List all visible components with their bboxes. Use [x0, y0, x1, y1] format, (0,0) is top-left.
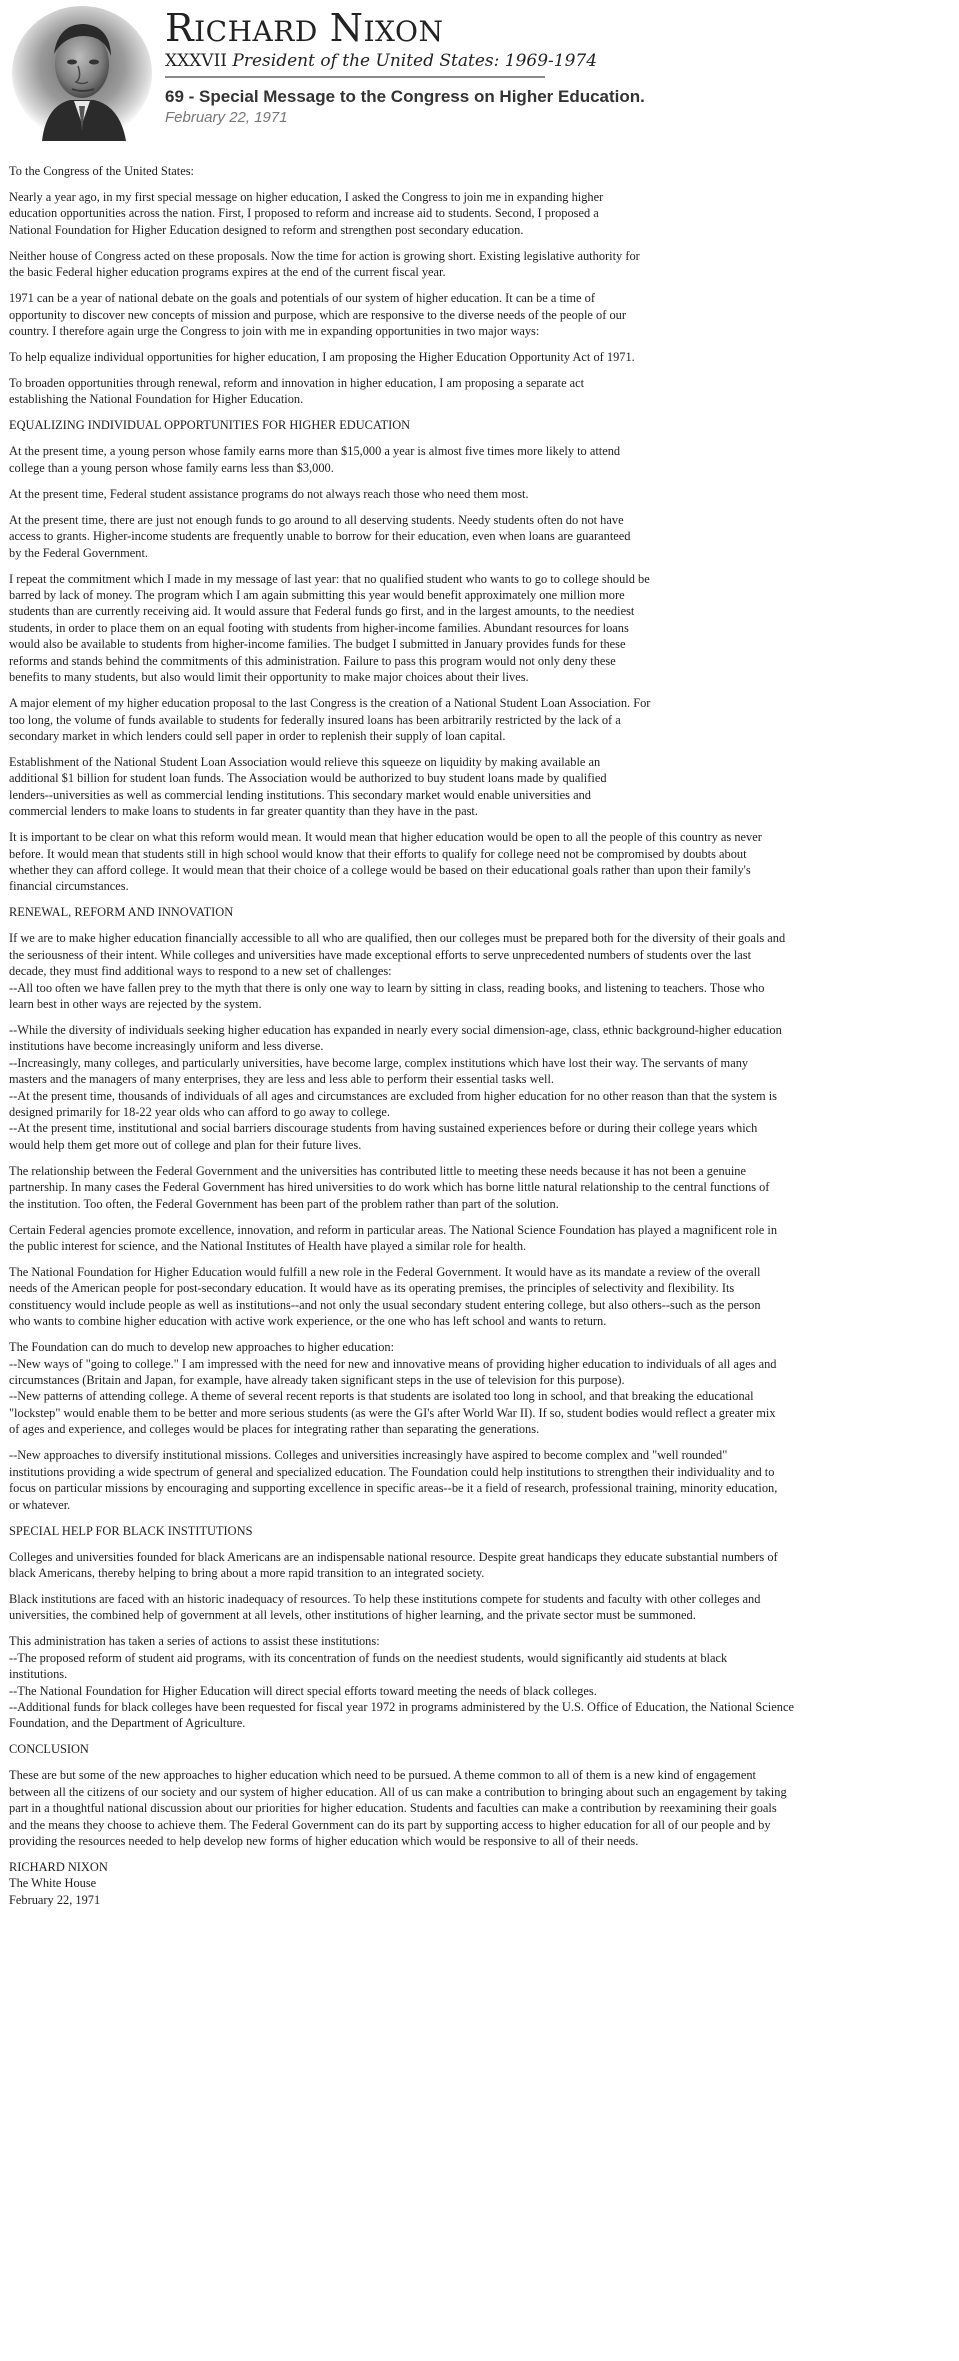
text-line: by the Federal Government. — [9, 545, 149, 560]
document-title: 69 - Special Message to the Congress on Higher Education. — [165, 87, 645, 106]
text-line: Neither house of Congress acted on these proposals. Now the time for action is growing short. Existing legislative authority for — [9, 248, 640, 263]
paragraph — [9, 695, 954, 744]
text-line: learn best in other ways are rejected by the system. — [9, 996, 262, 1011]
president-portrait — [12, 6, 152, 141]
text-line: students than are currently receiving aid. It would assure that Federal funds go first, and in the largest amounts, to the neediest — [9, 604, 635, 619]
paragraph — [9, 349, 954, 365]
text-line: opportunity to discover new concepts of mission and purpose, which are responsive to the diverse needs of the people of our — [9, 307, 626, 322]
text-line: or whatever. — [9, 1497, 71, 1512]
text-line: 1971 can be a year of national debate on the goals and potentials of our system of higher education. It can be a time of — [9, 291, 595, 306]
document-body — [9, 163, 954, 1918]
text-line: focus on particular missions by encouraging and supporting excellence in specific areas--be it a field of research, professional training, minority education, — [9, 1481, 778, 1496]
text-line: Certain Federal agencies promote excellence, innovation, and reform in particular areas. The National Science Foundation has played a magnificent role in — [9, 1222, 778, 1237]
text-line: whether they can afford college. It would mean that their choice of a college would be based on their educational goals rather than upon their family's — [9, 862, 751, 877]
document-date: February 22, 1971 — [165, 109, 288, 126]
text-line: circumstances (Britain and Japan, for example, have already taken significant steps in the use of television for this purpose). — [9, 1373, 625, 1388]
text-line: CONCLUSION — [9, 1742, 89, 1757]
paragraph — [9, 571, 954, 686]
text-line: of ages and experience, and colleges would be places for integrating rather than separating the generations. — [9, 1422, 540, 1437]
text-line: masters and the managers of many enterprises, they are less and less able to perform their essential tasks well. — [9, 1072, 555, 1087]
text-line: decade, they must find additional ways to respond to a new set of challenges: — [9, 964, 392, 979]
text-line: country. I therefore again urge the Congress to join with me in expanding opportunities in two major ways: — [9, 324, 540, 339]
text-line: --Increasingly, many colleges, and particularly universities, have become large, complex institutions which have lost their way. The servants of many — [9, 1055, 749, 1070]
text-line: --Additional funds for black colleges have been requested for fiscal year 1972 in programs administered by the U.S. Office of Education, the National Science — [9, 1699, 794, 1714]
text-line: --New patterns of attending college. A theme of several recent reports is that students are isolated too long in school, and that breaking the educational — [9, 1389, 754, 1404]
text-line: institutions providing a wide spectrum of general and specialized education. The Foundation could help institutions to strengthen their individuality and to — [9, 1464, 775, 1479]
text-line: If we are to make higher education financially accessible to all who are qualified, then our colleges must be prepared both for the diversity of their goals and — [9, 931, 786, 946]
text-line: RENEWAL, REFORM AND INNOVATION — [9, 905, 234, 920]
text-line: Foundation, and the Department of Agriculture. — [9, 1716, 246, 1731]
text-line: It is important to be clear on what this reform would mean. It would mean that higher education would be open to all the people of this country as never — [9, 830, 762, 845]
text-line: between all the citizens of our society and our system of higher education. All of us can make a contribution to bringing about such an engagement by taking — [9, 1784, 787, 1799]
text-line: additional $1 billion for student loan funds. The Association would be authorized to buy student loans made by qualified — [9, 771, 607, 786]
text-line: constituency would include people as well as institutions--and not only the usual secondary student entering college, but also others--such as the person — [9, 1297, 761, 1312]
paragraph — [9, 829, 954, 895]
text-line: financial circumstances. — [9, 879, 129, 894]
text-line: --The proposed reform of student aid programs, with its concentration of funds on the neediest students, would significantly aid students at black — [9, 1650, 728, 1665]
text-line: --The National Foundation for Higher Education will direct special efforts toward meeting the needs of black colleges. — [9, 1683, 597, 1698]
text-line: who wants to combine higher education with active work experience, or the one who has left school and wants to return. — [9, 1314, 607, 1329]
text-line: establishing the National Foundation for Higher Education. — [9, 392, 304, 407]
text-line: To help equalize individual opportunities for higher education, I am proposing the Higher Education Opportunity Act of 1971. — [9, 350, 635, 365]
paragraph — [9, 189, 954, 238]
text-line: A major element of my higher education proposal to the last Congress is the creation of a National Student Loan Association. For — [9, 696, 651, 711]
paragraph — [9, 1339, 954, 1437]
president-name: RICHARD NIXON — [165, 6, 444, 50]
text-line: EQUALIZING INDIVIDUAL OPPORTUNITIES FOR HIGHER EDUCATION — [9, 418, 411, 433]
paragraph — [9, 1022, 954, 1153]
paragraph — [9, 375, 954, 408]
text-line: providing the resources needed to help develop new forms of higher education which would be responsive to all of their needs. — [9, 1833, 639, 1848]
paragraph — [9, 486, 954, 502]
text-line: the seriousness of their intent. While colleges and universities have made exceptional efforts to serve unprecedented numbers of students over the last — [9, 947, 752, 962]
paragraph — [9, 1163, 954, 1212]
text-line: lenders--universities as well as commercial lending institutions. This secondary market would enable universities and — [9, 787, 591, 802]
text-line: SPECIAL HELP FOR BLACK INSTITUTIONS — [9, 1523, 253, 1538]
text-line: before. It would mean that students still in high school would know that their efforts to qualify for college need not be compromised by doubts about — [9, 846, 747, 861]
paragraph — [9, 163, 954, 179]
text-line: benefits to many students, but also would limit their opportunity to make major choices about their lives. — [9, 670, 529, 685]
text-line: Black institutions are faced with an historic inadequacy of resources. To help these institutions compete for students and faculty with other colleges and — [9, 1591, 761, 1606]
text-line: RICHARD NIXON — [9, 1859, 108, 1874]
paragraph — [9, 248, 954, 281]
text-line: universities, the combined help of government at all levels, other institutions of higher learning, and the private sector must be summoned. — [9, 1608, 696, 1623]
text-line: To broaden opportunities through renewal, reform and innovation in higher education, I am proposing a separate act — [9, 376, 585, 391]
paragraph — [9, 1633, 954, 1731]
paragraph — [9, 904, 954, 920]
text-line: part in a thoughtful national discussion about our priorities for higher education. Students and faculties can make a contribution by reexamining their goals — [9, 1801, 777, 1816]
text-line: the public interest for science, and the National Institutes of Health have played a similar role for health. — [9, 1239, 527, 1254]
text-line: At the present time, a young person whose family earns more than $15,000 a year is almost five times more likely to attend — [9, 444, 621, 459]
text-line: would help them get more out of college and plan for their future lives. — [9, 1137, 362, 1152]
paragraph — [9, 1549, 954, 1582]
text-line: institutions have become increasingly uniform and less diverse. — [9, 1039, 324, 1054]
paragraph — [9, 1859, 954, 1908]
text-line: I repeat the commitment which I made in my message of last year: that no qualified student who wants to go to college should be — [9, 571, 650, 586]
text-line: college than a young person whose family earns less than $3,000. — [9, 460, 334, 475]
paragraph — [9, 290, 954, 339]
text-line: Colleges and universities founded for black Americans are an indispensable national resource. Despite great handicaps they educate substantial numbers of — [9, 1549, 778, 1564]
paragraph — [9, 512, 954, 561]
text-line: --New approaches to diversify institutional missions. Colleges and universities increasingly have aspired to become complex and "well rounded" — [9, 1448, 728, 1463]
paragraph — [9, 1523, 954, 1539]
text-line: National Foundation for Higher Education designed to reform and strengthen post secondary education. — [9, 222, 524, 237]
text-line: "lockstep" would enable them to be better and more serious students (as were the GI's after World War II). If so, student bodies would reflect a greater mix — [9, 1405, 776, 1420]
text-line: needs of the American people for post-secondary education. It would have as its operating premises, the principles of selectivity and flexibility. Its — [9, 1281, 735, 1296]
paragraph — [9, 417, 954, 433]
text-line: commercial lenders to make loans to students in far greater quantity than they have in the past. — [9, 804, 478, 819]
text-line: the basic Federal higher education programs expires at the end of the current fiscal year. — [9, 265, 446, 280]
text-line: partnership. In many cases the Federal Government has hired universities to do work which has borne little natural relationship to the central functions of — [9, 1180, 770, 1195]
text-line: designed primarily for 18-22 year olds who can afford to go away to college. — [9, 1105, 391, 1119]
paragraph — [9, 1222, 954, 1255]
text-line: These are but some of the new approaches to higher education which need to be pursued. A theme common to all of them is a new kind of engagement — [9, 1768, 757, 1783]
text-line: Nearly a year ago, in my first special message on higher education, I asked the Congress to join me in expanding higher — [9, 190, 604, 204]
text-line: students, in order to place them on an equal footing with students from higher-income families. Abundant resources for loans — [9, 620, 629, 635]
text-line: education opportunities across the nation. First, I proposed to reform and increase aid to students. Second, I proposed a — [9, 206, 599, 221]
text-line: the institution. Too often, the Federal Government has been part of the problem rather than part of the solution. — [9, 1196, 559, 1211]
text-line: The National Foundation for Higher Education would fulfill a new role in the Federal Government. It would have as its mandate a review of the overall — [9, 1265, 761, 1280]
text-line: At the present time, there are just not enough funds to go around to all deserving students. Needy students often do not have — [9, 512, 624, 527]
text-line: institutions. — [9, 1667, 68, 1682]
header-divider — [165, 76, 545, 78]
paragraph — [9, 1264, 954, 1330]
text-line: This administration has taken a series of actions to assist these institutions: — [9, 1634, 380, 1649]
paragraph — [9, 1767, 954, 1849]
text-line: Establishment of the National Student Loan Association would relieve this squeeze on liquidity by making available an — [9, 754, 601, 769]
text-line: The relationship between the Federal Government and the universities has contributed little to meeting these needs because it has not been a genuine — [9, 1163, 747, 1178]
paragraph — [9, 1447, 954, 1513]
text-line: access to grants. Higher-income students are frequently unable to borrow for their education, even when loans are guaranteed — [9, 529, 631, 544]
text-line: and the means they choose to achieve them. The Federal Government can do its part by supporting access to higher education for all of our people and by — [9, 1817, 771, 1832]
paragraph — [9, 930, 954, 1012]
text-line: To the Congress of the United States: — [9, 164, 194, 178]
text-line: The Foundation can do much to develop new approaches to higher education: — [9, 1340, 395, 1355]
text-line: --At the present time, thousands of individuals of all ages and circumstances are excluded from higher education for no other reason than that the system is — [9, 1088, 777, 1103]
text-line: barred by lack of money. The program which I am again submitting this year would benefit approximately one million more — [9, 588, 625, 603]
text-line: February 22, 1971 — [9, 1892, 101, 1907]
paragraph — [9, 754, 954, 820]
text-line: would also be available to students from higher-income families. The budget I submitted in January provides funds for these — [9, 637, 626, 652]
paragraph — [9, 1591, 954, 1624]
text-line: --All too often we have fallen prey to the myth that there is only one way to learn by sitting in class, reading books, and listening to teachers. Those who — [9, 980, 765, 995]
president-office: XXXVII President of the United States: 1969-1974 — [165, 51, 598, 71]
document-header — [0, 0, 959, 160]
paragraph — [9, 443, 954, 476]
text-line: --While the diversity of individuals seeking higher education has expanded in nearly every social dimension-age, class, ethnic background-higher education — [9, 1022, 782, 1037]
text-line: At the present time, Federal student assistance programs do not always reach those who need them most. — [9, 486, 529, 501]
text-line: secondary market in which lenders could sell paper in order to replenish their supply of loan capital. — [9, 728, 506, 743]
text-line: reforms and stands behind the commitments of this administration. Failure to pass this program would not only deny these — [9, 653, 616, 668]
text-line: The White House — [9, 1876, 97, 1891]
text-line: --New ways of "going to college." I am impressed with the need for new and innovative means of providing higher education to individuals of all ages and — [9, 1356, 777, 1371]
text-line: --At the present time, institutional and social barriers discourage students from having sustained experiences before or during their college years which — [9, 1121, 758, 1136]
text-line: too long, the volume of funds available to students for federally insured loans has been arbitrarily restricted by the lack of a — [9, 712, 621, 727]
text-line: black Americans, thereby helping to bring about a more rapid transition to an integrated society. — [9, 1565, 485, 1580]
paragraph — [9, 1741, 954, 1757]
